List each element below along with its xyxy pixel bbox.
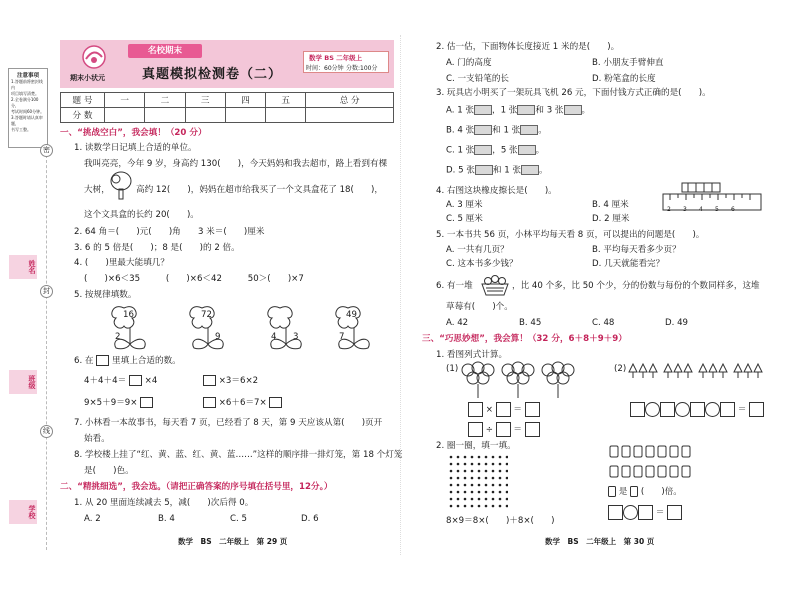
- notice-line: 1.答题前将密封线内: [11, 79, 43, 90]
- option[interactable]: D. 2 厘米: [592, 214, 630, 224]
- header-score: 分数:100分: [346, 65, 378, 72]
- answer-box[interactable]: [468, 422, 483, 437]
- option[interactable]: A. 3 厘米: [446, 200, 483, 210]
- balloon-groups: [458, 360, 598, 403]
- answer-box[interactable]: [203, 397, 216, 408]
- option[interactable]: D. 几天就能看完？: [592, 259, 665, 269]
- binding-school-label: 学校: [9, 500, 37, 524]
- q5-prompt: 5. 按规律填数。: [74, 290, 137, 300]
- notice-line: 3.答题时请认真审题，: [11, 115, 43, 126]
- answer-box[interactable]: [140, 397, 153, 408]
- ruler-eraser-icon: [662, 181, 762, 217]
- answer-box[interactable]: [690, 402, 705, 417]
- logo: [74, 44, 114, 72]
- answer-box[interactable]: [525, 402, 540, 417]
- operator-circle[interactable]: [675, 402, 690, 417]
- score-cell: 题 号: [61, 93, 105, 108]
- dot-grid: [448, 454, 508, 515]
- score-table: [60, 92, 394, 123]
- score-cell: 五: [266, 93, 306, 108]
- q5-text: 5. 一本书共 56 页，小林平均每天看 8 页，可以提出的问题是( )。: [436, 230, 705, 240]
- option[interactable]: A. 一共有几页？: [446, 245, 509, 255]
- option[interactable]: C. 一支铅笔的长: [446, 74, 510, 84]
- score-input-cell[interactable]: [225, 108, 265, 123]
- option-text: 和 1 张: [492, 125, 521, 136]
- option-text: ，1 张: [491, 105, 518, 116]
- notice-line: 考试时间60分钟。: [11, 109, 45, 114]
- ruler-figure: [662, 181, 762, 217]
- bei-row: [608, 486, 682, 498]
- q6-text: ，比 40 个多，比 50 个少，分的份数与每份的个数同样多，这堆: [512, 281, 760, 291]
- flower-top: 49: [346, 310, 357, 320]
- q6-text: 9×5＋9＝9×: [84, 398, 138, 408]
- strawberry-basket-icon: [480, 274, 510, 299]
- option[interactable]: D. 6: [301, 514, 319, 524]
- answer-box[interactable]: [638, 505, 653, 520]
- option-d[interactable]: [446, 165, 548, 177]
- option[interactable]: B. 平均每天看多少页？: [592, 245, 681, 255]
- answer-box[interactable]: [720, 402, 735, 417]
- option[interactable]: A. 2: [84, 514, 101, 524]
- q6-text: 6. 有一堆: [436, 281, 473, 291]
- option-text: B. 4 张: [446, 125, 475, 136]
- q6-text: 6. 在: [74, 356, 94, 366]
- option-a[interactable]: [446, 105, 590, 117]
- s2-q1-text: 1. 从 20 里面连续减去 5，减( )次后得 0。: [74, 498, 254, 508]
- s3-q1-text: 1. 看图列式计算。: [436, 350, 508, 360]
- option-text: C. 1 张: [446, 145, 475, 156]
- q2-text: 2. 估一估，下面物体长度接近 1 米的是( )。: [436, 42, 620, 52]
- cup-icon: [608, 486, 616, 497]
- operator-circle[interactable]: [645, 402, 660, 417]
- q7-text: 7. 小林看一本故事书，每天看 7 页，已经看了 8 天，第 9 天应该从第( )页开: [74, 418, 383, 428]
- q1-prompt: 1. 读数学日记填上合适的单位。: [74, 143, 197, 153]
- option-text: D. 5 张: [446, 165, 475, 176]
- q6-row: [203, 397, 282, 409]
- section-3-heading: 三、“巧思妙想”，我会算！（32 分，6＋8＋9＋9）: [422, 334, 627, 344]
- ruler-tick-label: 3: [683, 206, 687, 213]
- cups-icon: [608, 444, 708, 482]
- answer-box[interactable]: [608, 505, 623, 520]
- score-input-cell[interactable]: [306, 108, 394, 123]
- option[interactable]: D. 粉笔盒的长度: [592, 74, 656, 84]
- ruler-tick-label: 4: [699, 206, 703, 213]
- option[interactable]: C. 5 厘米: [446, 214, 483, 224]
- q6-row: [84, 375, 157, 387]
- dot-grid-svg: [448, 454, 508, 512]
- banknote-icon: [474, 145, 492, 155]
- option-b[interactable]: [446, 125, 547, 137]
- answer-box[interactable]: [667, 505, 682, 520]
- balloons-icon: [458, 360, 598, 400]
- score-cell: 三: [185, 93, 225, 108]
- answer-box[interactable]: [203, 375, 216, 386]
- ruler-tick-label: 5: [715, 206, 719, 213]
- notice-line: 项目填写清楚。: [11, 91, 39, 96]
- option[interactable]: A. 42: [446, 318, 469, 328]
- option-c[interactable]: [446, 145, 544, 157]
- q6-row: [84, 397, 153, 409]
- banknote-icon: [521, 165, 539, 175]
- answer-box[interactable]: [630, 402, 645, 417]
- option[interactable]: C. 这本书多少钱？: [446, 259, 518, 269]
- page-title: 真题模拟检测卷（二）: [142, 67, 283, 82]
- q8-text: 8. 学校楼上挂了“红、黄、蓝、红、黄、蓝……”这样的顺序排一排灯笼，第 18 个灯笼: [74, 450, 403, 460]
- notice-line: 2.全卷满分100分，: [11, 97, 39, 108]
- score-input-cell[interactable]: [185, 108, 225, 123]
- answer-box-sample: [96, 355, 109, 366]
- s3-q2-text: 2. 圈一圈，填一填。: [436, 441, 516, 451]
- banknote-icon: [564, 105, 582, 115]
- header-subject: 数学 BS 二年级上: [309, 54, 363, 62]
- answer-box[interactable]: [269, 397, 282, 408]
- cup-icon: [630, 486, 638, 497]
- notice-line: 书写工整。: [11, 127, 31, 132]
- score-cell: 总 分: [306, 93, 394, 108]
- option-text: 和 3 张: [535, 105, 564, 116]
- q1-text: 我叫亮亮，今年 9 岁，身高约 130( )，今天妈妈和我去超市，路上看到有棵: [84, 159, 388, 169]
- score-cell: 四: [225, 93, 265, 108]
- q4-items: ( )×6＜35 ( )×6＜42 50＞( )×7: [84, 274, 304, 284]
- q6-text: ×6＋6＝7×: [218, 398, 267, 408]
- q1-text: 高约 12( )，妈妈在超市给我买了一个文具盒花了 18( )，: [136, 185, 383, 195]
- score-cell: 一: [105, 93, 145, 108]
- logo-emblem-icon: [74, 44, 114, 72]
- q6-text: ×3＝6×2: [218, 376, 259, 386]
- option-text: ，5 张: [492, 145, 518, 156]
- option-text: 。: [581, 105, 591, 116]
- operator-circle[interactable]: [705, 402, 720, 417]
- answer-box[interactable]: [525, 422, 540, 437]
- option-text: 。: [538, 125, 547, 136]
- score-cell: 分 数: [61, 108, 105, 123]
- binding-mark-3: 线: [40, 425, 53, 438]
- equation-row: ＝: [630, 402, 764, 417]
- option[interactable]: C. 5: [230, 514, 247, 524]
- banknote-icon: [517, 105, 535, 115]
- page-footer: 数学 BS 二年级上 第 29 页: [178, 537, 288, 546]
- equation-row: ÷ ＝: [468, 422, 540, 437]
- flower-left: 7: [339, 332, 345, 342]
- s3-q1-part1-label: (1): [446, 364, 459, 374]
- banknote-icon: [475, 165, 493, 175]
- option[interactable]: A. 门的高度: [446, 58, 492, 68]
- q8-text: 是( )色。: [84, 466, 134, 476]
- cup-groups: [608, 444, 708, 485]
- flower-pattern-svg: [108, 304, 378, 350]
- q1-text: 大树，: [84, 185, 110, 195]
- option[interactable]: C. 48: [592, 318, 615, 328]
- option-text: 。: [539, 165, 548, 176]
- header-chip: 名校期末: [128, 44, 202, 58]
- flower-top: 16: [123, 310, 134, 320]
- answer-box[interactable]: [496, 422, 511, 437]
- flower-right: 9: [215, 332, 221, 342]
- q4-text: 4. 右图这块橡皮擦长是( )。: [436, 186, 557, 196]
- banknote-icon: [474, 105, 492, 115]
- q4-prompt: 4. ( )里最大能填几？: [74, 258, 169, 268]
- answer-box[interactable]: [660, 402, 675, 417]
- q6-text: ×4: [144, 376, 158, 386]
- equation-row: × ＝: [468, 402, 540, 417]
- binding-mark-2: 封: [40, 285, 53, 298]
- option[interactable]: D. 49: [665, 318, 689, 328]
- binding-name-label: 姓名: [9, 255, 37, 279]
- option[interactable]: B. 小朋友手臂伸直: [592, 58, 664, 68]
- q2-text: 2. 64 角＝( )元( )角 3 米＝( )厘米: [74, 227, 265, 237]
- ruler-tick-label: 2: [667, 206, 671, 213]
- flower-pattern: [108, 304, 378, 353]
- tree-row-icon: [628, 362, 778, 382]
- q6-text: 草莓有( )个。: [446, 302, 513, 312]
- section-2-heading: 二、“精挑细选”，我会选。（请把正确答案的序号填在括号里，12分。）: [60, 482, 333, 492]
- q6-text: 4＋4＋4＝: [84, 376, 127, 386]
- banknote-icon: [518, 145, 536, 155]
- tree-icon: [108, 170, 134, 203]
- page-footer: 数学 BS 二年级上 第 30 页: [545, 537, 655, 546]
- option[interactable]: B. 4 厘米: [592, 200, 629, 210]
- section-1-heading: 一、“挑战空白”，我会填！（20 分）: [60, 128, 207, 138]
- banknote-icon: [520, 125, 538, 135]
- flower-left: 2: [115, 332, 121, 342]
- tree-groups: [628, 362, 778, 385]
- bei-text: ( )倍。: [640, 487, 682, 497]
- score-input-cell[interactable]: [266, 108, 306, 123]
- option[interactable]: B. 45: [519, 318, 542, 328]
- notice-box: [8, 68, 48, 148]
- binding-class-label: 班级: [9, 370, 37, 394]
- ruler-tick-label: 6: [731, 206, 735, 213]
- q6-row: [203, 375, 258, 387]
- answer-box[interactable]: [496, 402, 511, 417]
- s3-q1-part2-label: (2): [614, 364, 627, 374]
- option-text: 和 1 张: [492, 165, 521, 176]
- q3-text: 3. 6 的 5 倍是( )；8 是( )的 2 倍。: [74, 243, 240, 253]
- answer-box[interactable]: [129, 375, 142, 386]
- binding-line: [46, 150, 47, 550]
- header-time: 时间：60分钟: [306, 65, 344, 72]
- flower-right: 3: [293, 332, 299, 342]
- option-text: 。: [535, 145, 545, 156]
- binding-mark-1: 密: [40, 144, 53, 157]
- score-table-row: [61, 93, 394, 108]
- score-table-row: [61, 108, 394, 123]
- score-cell: 二: [145, 93, 185, 108]
- answer-box[interactable]: [749, 402, 764, 417]
- bei-is: 是: [618, 487, 628, 497]
- flower-top: 72: [201, 310, 212, 320]
- option-text: A. 1 张: [446, 105, 474, 116]
- answer-box[interactable]: [468, 402, 483, 417]
- logo-caption: 期末小状元: [70, 74, 105, 82]
- banknote-icon: [474, 125, 492, 135]
- score-input-cell[interactable]: [105, 108, 145, 123]
- q6-prompt: [74, 355, 181, 367]
- notice-title: 注意事项: [16, 73, 39, 79]
- q3-text: 3. 玩具店小明买了一架玩具飞机 26 元，下面付钱方式正确的是( )。: [436, 88, 711, 98]
- flower-left: 4: [271, 332, 277, 342]
- right-page: [400, 0, 800, 599]
- q6-text: 里填上合适的数。: [112, 356, 181, 366]
- equation-row: ＝: [608, 505, 682, 520]
- q7-text: 始看。: [84, 434, 110, 444]
- option[interactable]: B. 4: [158, 514, 175, 524]
- q1-text: 这个文具盒的长约 20( )。: [84, 210, 199, 220]
- score-input-cell[interactable]: [145, 108, 185, 123]
- s3-q2-equation: 8×9＝8×( )＋8×( ): [446, 516, 555, 526]
- operator-circle[interactable]: [623, 505, 638, 520]
